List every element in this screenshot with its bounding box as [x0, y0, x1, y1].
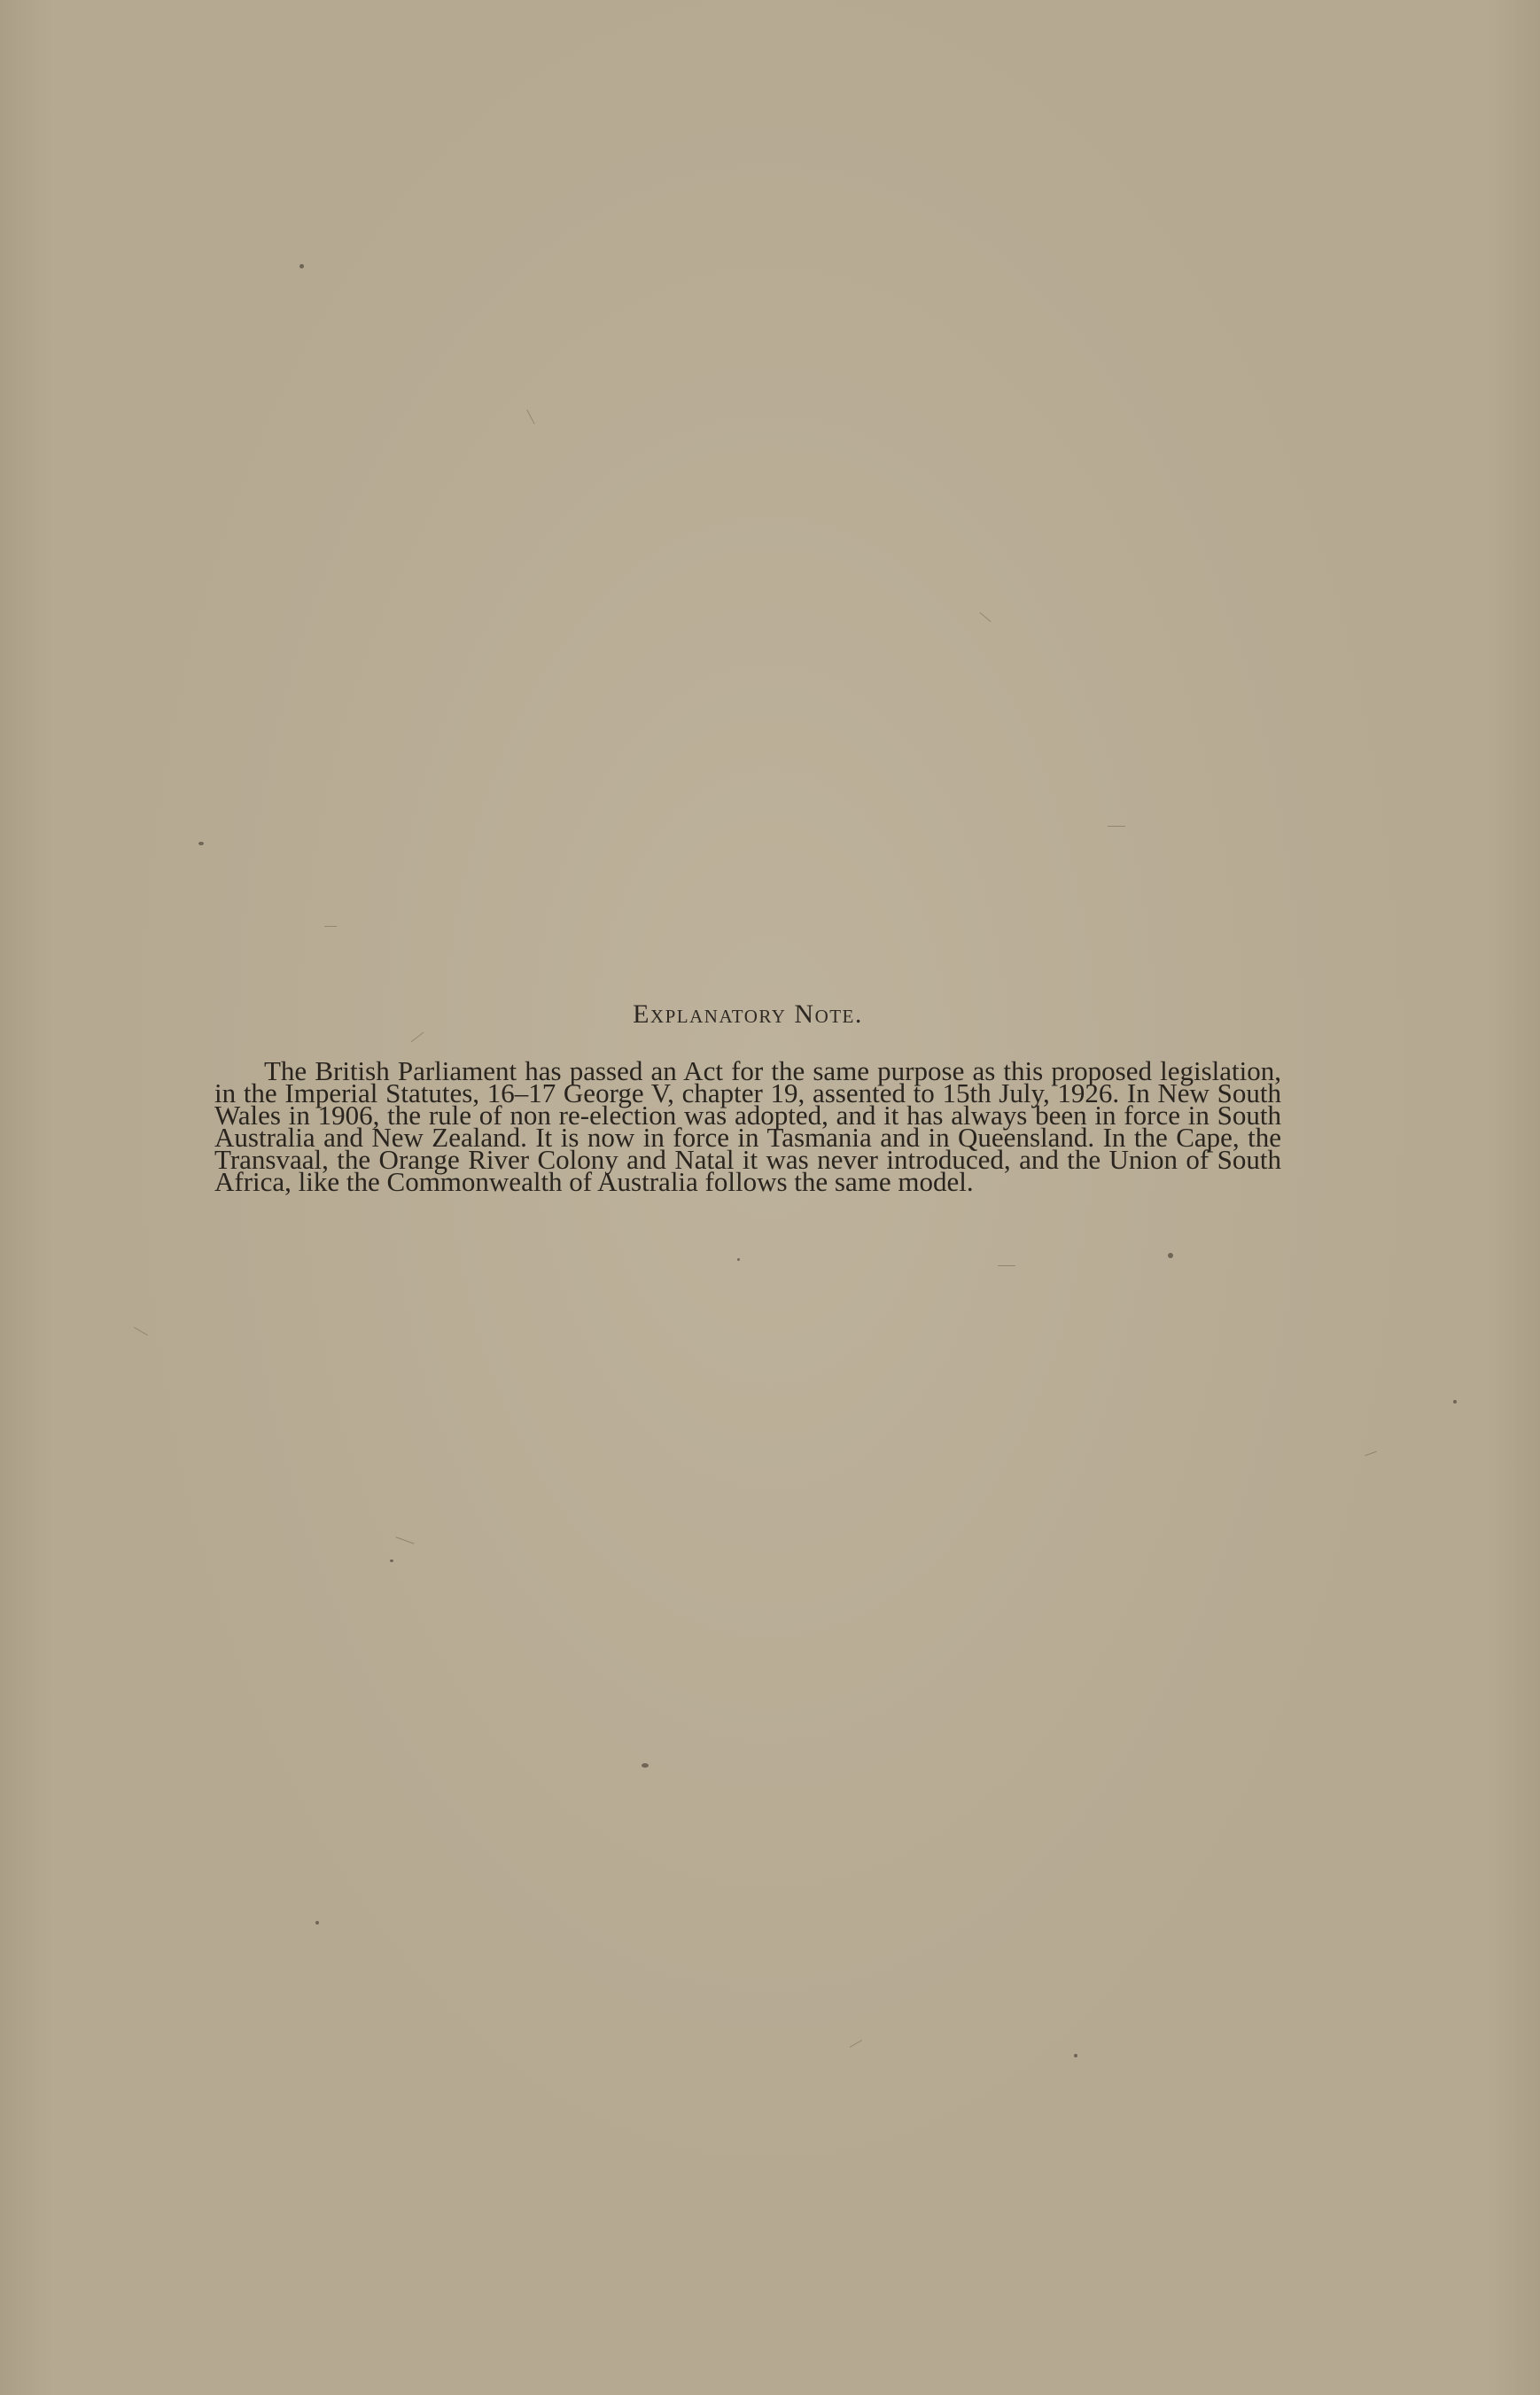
paper-speck	[198, 842, 204, 845]
paper-fiber	[526, 409, 534, 424]
paper-speck	[390, 1559, 393, 1562]
paper-fiber	[980, 612, 992, 622]
paper-fiber	[395, 1536, 414, 1544]
explanatory-note	[214, 999, 1281, 1197]
paper-fiber	[998, 1265, 1015, 1266]
paper-fiber	[1365, 1451, 1376, 1457]
paper-fiber	[134, 1327, 148, 1336]
paper-speck	[299, 264, 304, 268]
paper-fiber	[324, 926, 337, 927]
note-heading: Explanatory Note.	[633, 999, 863, 1029]
paper-speck	[642, 1763, 649, 1768]
paper-fiber	[1108, 826, 1125, 827]
paper-speck	[1453, 1400, 1457, 1404]
paper-speck	[1074, 2054, 1077, 2057]
paper-speck	[1168, 1253, 1173, 1258]
paper-speck	[737, 1258, 740, 1261]
paper-speck	[315, 1921, 319, 1925]
paper-fiber	[850, 2040, 862, 2048]
note-paragraph: The British Parliament has passed an Act for the same purpose as this proposed legislation, in the Imperial Statutes, 16–17 George V, chapter 19, assented to 15th July, 1926. In New South Wales in 1906, the rule of non re-election was adopted, and it has always been in force in South Australia and New Zealand. It is now in force in Tasmania and in Queensland. In the Cape, the Transvaal, the Orange River Colony and Natal it was never introduced, and the Union of South Africa, like the Commonwealth of Australia follows the same model.	[214, 1055, 1281, 1197]
